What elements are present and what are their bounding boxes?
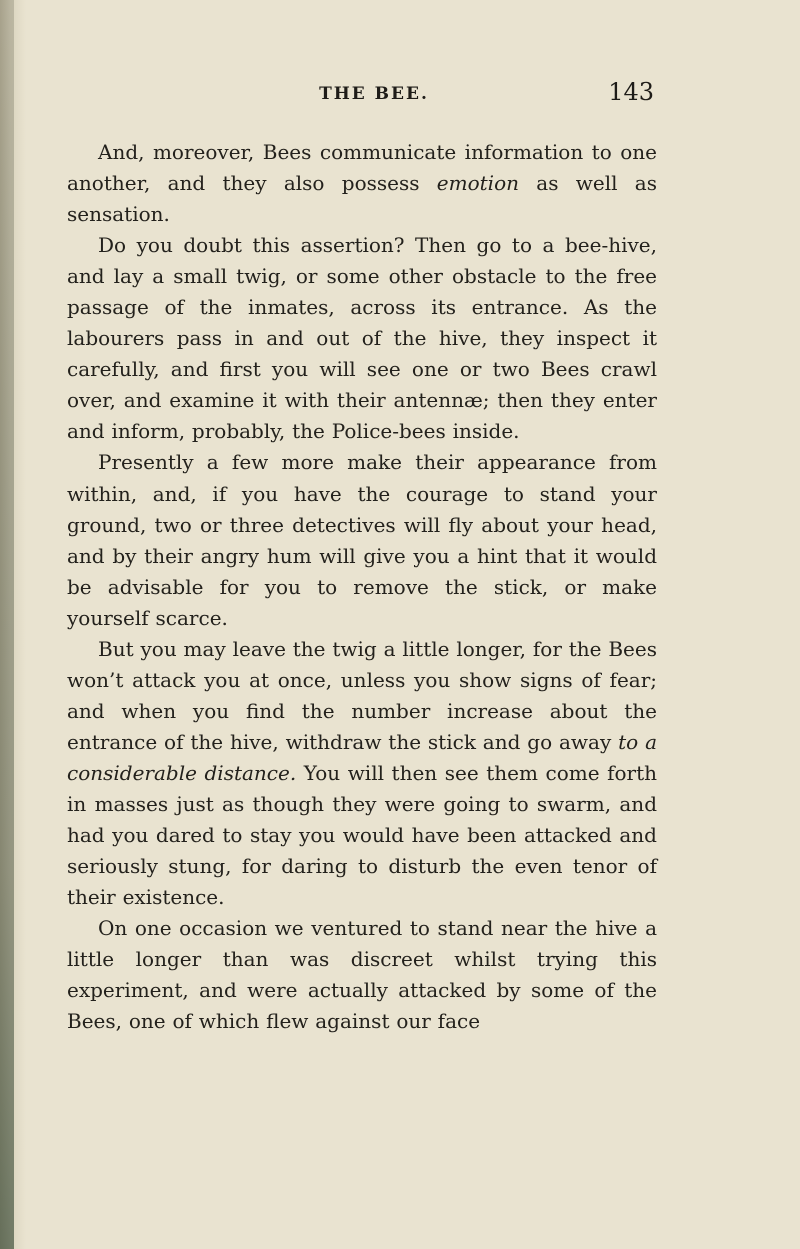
italic-phrase: emotion (436, 171, 519, 196)
paragraph: On one occasion we ventured to stand near the hive a little longer than was discreet whilst trying this experiment, and were actually attacked by some of the Bees, one of which flew against our face (67, 916, 657, 1034)
running-head (94, 78, 654, 108)
paragraph-text: as well as sensation. (67, 171, 657, 227)
paragraph: Presently a few more make their appearance from within, and, if you have the courage to stand your ground, two or three detectives will fly about your head, and by their angry hum will give you a hint that it would be advisable for you to remove the stick, or make yourself scarce. (67, 450, 657, 630)
body-text (67, 137, 657, 1037)
italic-phrase: to a considerable distance. (67, 729, 657, 785)
paragraph (67, 137, 657, 230)
paragraph-text: But you may leave the twig a little longer, for the Bees won’t attack you at once, unless you show signs of fear; and when you find the number increase about the entrance of the hive, withdraw the stick and go away (67, 636, 657, 754)
paragraph: Do you doubt this assertion? Then go to a bee-hive, and lay a small twig, or some other obstacle to the free passage of the inmates, across its entrance. As the labourers pass in and out of the hive, they inspect it carefully, and first you will see one or two Bees crawl over, and examine it with their antennæ; then they enter and inform, probably, the Police-bees inside. (67, 233, 657, 444)
paragraph-text: You will then see them come forth in masses just as though they were going to swarm, and had you dared to stay you would have been attacked and seriously stung, for daring to disturb the even tenor of their existence. (67, 760, 658, 910)
running-title: THE BEE. (319, 84, 429, 104)
page-number: 143 (608, 78, 654, 106)
paragraph (67, 634, 657, 913)
paragraph-text: And, moreover, Bees communicate information to one another, and they also possess (67, 140, 657, 196)
binding-gutter (0, 0, 14, 1249)
